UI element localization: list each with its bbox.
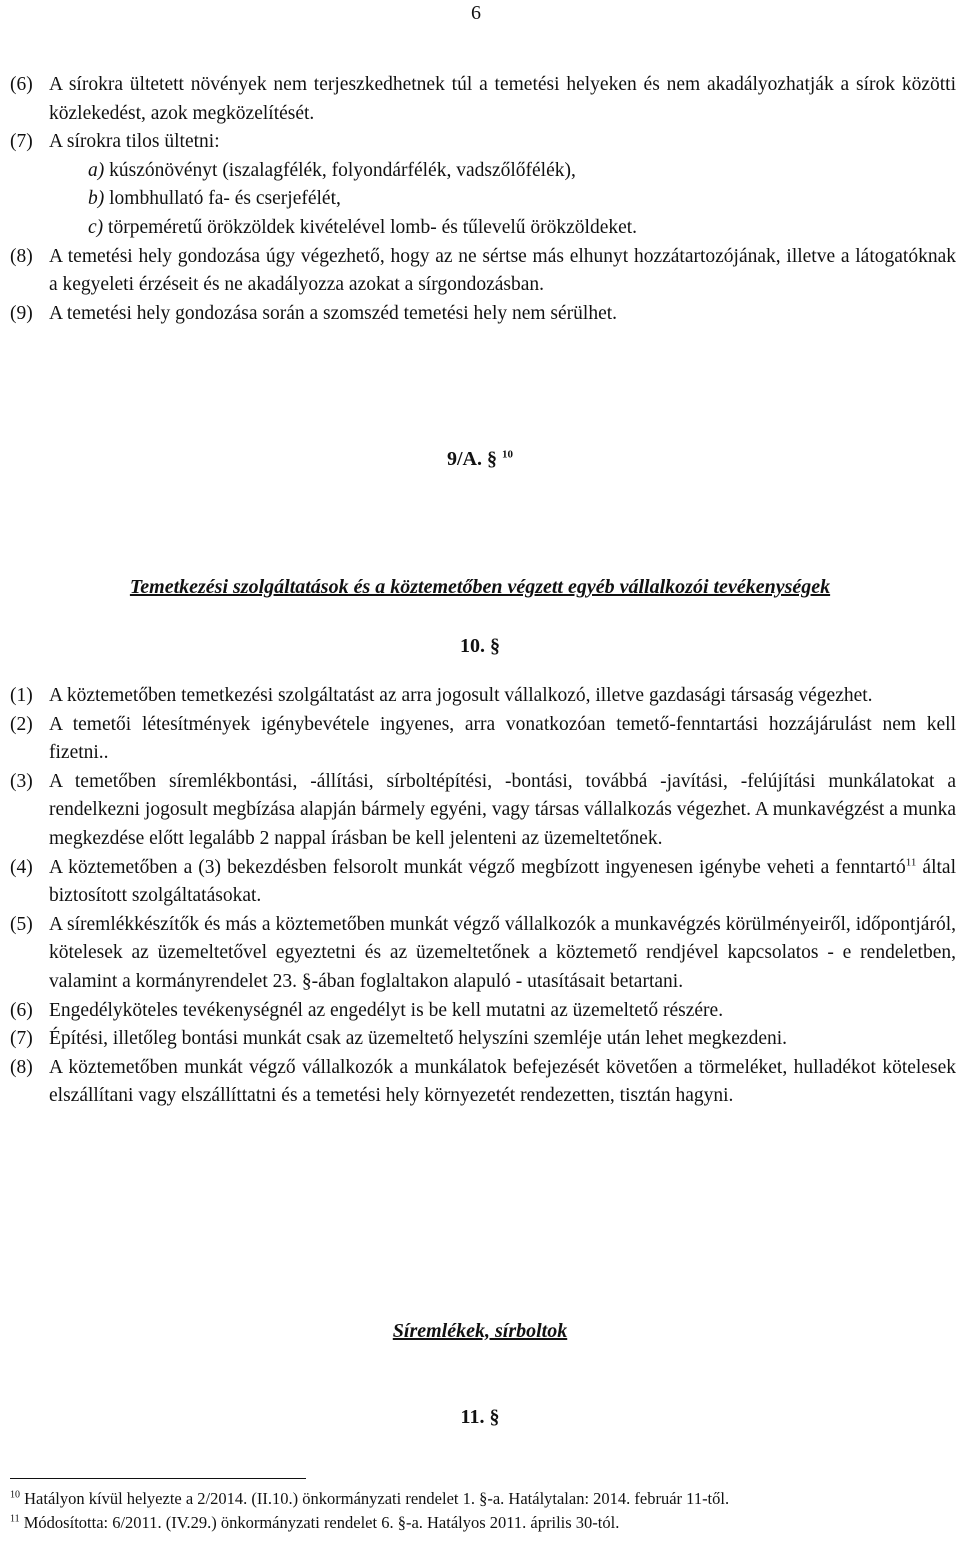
paragraph-8 xyxy=(10,1054,956,1111)
section-title-monuments: Síremlékek, sírboltok xyxy=(392,1320,568,1342)
paragraphs-block-1 xyxy=(10,71,956,328)
paragraph-number: (2) xyxy=(10,713,33,735)
paragraph-7 xyxy=(10,128,956,242)
paragraph-5 xyxy=(10,911,956,997)
list-letter: c) xyxy=(88,216,104,238)
paragraph-7 xyxy=(10,1025,956,1054)
section-label: 9/A. § xyxy=(447,448,497,470)
footnote-10 xyxy=(10,1489,729,1509)
paragraph-6 xyxy=(10,997,956,1026)
paragraph-text: Engedélyköteles tevékenységnél az engedélyt is be kell mutatni az üzemeltető részére. xyxy=(49,999,724,1021)
list-text: kúszónövényt (iszalagfélék, folyondárfélék, vadszőlőfélék), xyxy=(109,159,576,181)
footnote-11 xyxy=(10,1513,619,1533)
paragraph-number: (8) xyxy=(10,245,33,267)
section-10-heading: 10. § xyxy=(460,635,500,657)
footnote-number: 11 xyxy=(10,1513,20,1525)
paragraph-4 xyxy=(10,854,956,911)
paragraph-8 xyxy=(10,243,956,300)
footnote-text: Hatályon kívül helyezte a 2/2014. (II.10.) önkormányzati rendelet 1. §-a. Hatálytalan: 2014. február 11-től. xyxy=(24,1489,730,1508)
paragraph-text: A síremlékkészítők és más a köztemetőben munkát végző vállalkozók a munkavégzés körülményeiről, időpontjáról, kötelesek az üzemeltetővel egyeztetni és az üzemeltetőnek a köztemető rendjével kapcsolatos - e rendeletben, valamint a kormányrendelet 23. §-ában foglaltakon alapuló - utasításait betartani. xyxy=(49,913,956,992)
paragraph-number: (6) xyxy=(10,74,33,95)
section-title-burial-services: Temetkezési szolgáltatások és a köztemetőben végzett egyéb vállalkozói tevékenységek xyxy=(129,576,831,598)
paragraph-number: (3) xyxy=(10,770,33,792)
paragraph-text: A temetési hely gondozása során a szomszéd temetési hely nem sérülhet. xyxy=(49,302,618,324)
list-text: törpeméretű örökzöldek kivételével lomb- és tűlevelű örökzöldeket. xyxy=(108,216,638,238)
list-item-c xyxy=(49,214,956,243)
footnote-ref[interactable]: 10 xyxy=(502,448,513,461)
paragraph-text: A temetői létesítmények igénybevétele ingyenes, arra vonatkozóan temető-fenntartási hozzájárulást nem kell fizetni.. xyxy=(49,713,956,764)
paragraph-text: A köztemetőben a (3) bekezdésben felsorolt munkát végző megbízott ingyenesen igénybe veheti a fenntartó xyxy=(49,856,906,878)
paragraph-number: (4) xyxy=(10,856,33,878)
paragraph-number: (8) xyxy=(10,1056,33,1078)
paragraph-3 xyxy=(10,768,956,854)
section-9a-heading xyxy=(0,448,960,471)
section-11-heading: 11. § xyxy=(460,1406,500,1428)
paragraph-9 xyxy=(10,300,956,329)
footnote-divider xyxy=(10,1478,306,1479)
list-item-b xyxy=(49,185,956,214)
paragraph-text: A köztemetőben munkát végző vállalkozók a munkálatok befejezését követően a törmeléket, hulladékot kötelesek elszállítani vagy elszállíttatni és a temetési hely környezetét rendezetten, tisztán hagyni. xyxy=(49,1056,956,1107)
footnote-number: 10 xyxy=(10,1489,20,1501)
list-letter: b) xyxy=(88,188,105,210)
list-item-a xyxy=(49,157,956,186)
paragraph-number: (1) xyxy=(10,685,33,706)
paragraph-number: (6) xyxy=(10,999,33,1021)
paragraph-6 xyxy=(10,71,956,128)
page-number: 6 xyxy=(471,2,481,24)
footnote-text: Módosította: 6/2011. (IV.29.) önkormányzati rendelet 6. §-a. Hatályos 2011. április 30-tól. xyxy=(23,1513,620,1532)
list-letter: a) xyxy=(88,159,105,181)
paragraph-text: A temetési hely gondozása úgy végezhető, hogy az ne sértse más elhunyt hozzátartozójának, illetve a látogatóknak a kegyeleti érzéseit és ne akadályozza azokat a sírgondozásban. xyxy=(49,245,956,296)
paragraph-text: A temetőben síremlékbontási, -állítási, sírboltépítési, -bontási, továbbá -javítási, -felújítási munkálatokat a rendelkezni jogosult megbízása alapján bármely egyéni, vagy társas vállalkozás végezhet. A munkavégzést a munka megkezdése előtt legalább 2 nappal írásban be kell jelenteni az üzemeltetőnek. xyxy=(49,770,956,849)
paragraph-1 xyxy=(10,682,956,711)
paragraph-text: Építési, illetőleg bontási munkát csak az üzemeltető helyszíni szemléje után lehet megkezdeni. xyxy=(49,1028,788,1050)
paragraph-number: (7) xyxy=(10,1028,33,1050)
paragraph-number: (5) xyxy=(10,913,33,935)
paragraph-text: A köztemetőben temetkezési szolgáltatást az arra jogosult vállalkozó, illetve gazdasági társaság végezhet. xyxy=(49,685,873,706)
footnote-ref[interactable]: 11 xyxy=(905,856,917,869)
list-text: lombhullató fa- és cserjefélét, xyxy=(109,188,341,210)
paragraph-text: A sírokra ültetett növények nem terjeszkedhetnek túl a temetési helyeken és nem akadályozhatják a sírok közötti közlekedést, azok megközelítését. xyxy=(49,74,956,124)
paragraphs-block-2 xyxy=(10,682,956,1111)
paragraph-text-cont: által biztosított szolgáltatásokat. xyxy=(49,856,956,907)
paragraph-number: (9) xyxy=(10,302,33,324)
paragraph-text: A sírokra tilos ültetni: xyxy=(49,131,220,153)
paragraph-number: (7) xyxy=(10,131,33,153)
paragraph-2 xyxy=(10,711,956,768)
